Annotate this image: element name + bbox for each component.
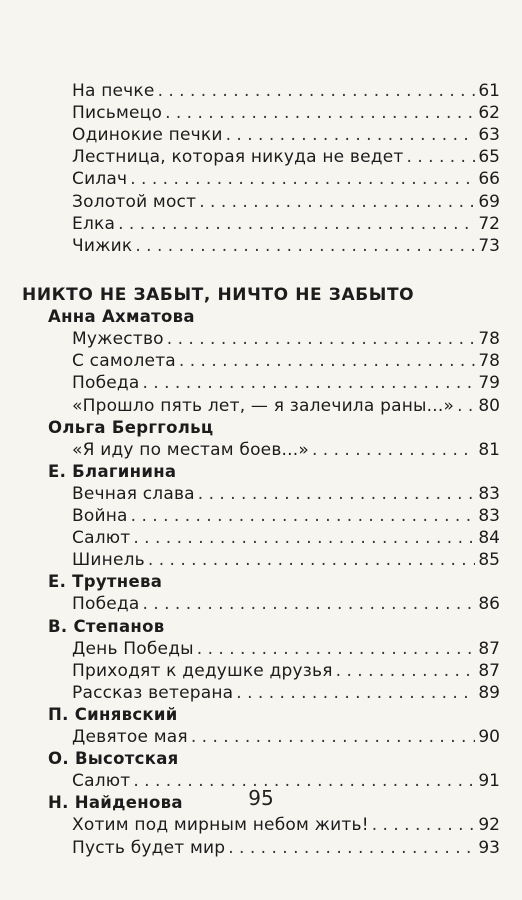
dot-leader bbox=[133, 527, 475, 549]
author-heading: Н. Найденова bbox=[48, 793, 183, 813]
toc-entry-page: 91 bbox=[478, 771, 500, 792]
toc-entry bbox=[72, 102, 500, 124]
toc-entry-page: 87 bbox=[478, 660, 500, 681]
author-heading: О. Высотская bbox=[48, 749, 179, 769]
dot-leader bbox=[131, 505, 476, 527]
toc-entry-page: 85 bbox=[478, 550, 500, 571]
dot-leader bbox=[226, 124, 476, 146]
dot-leader bbox=[228, 837, 475, 859]
toc-entry bbox=[72, 350, 500, 372]
dot-leader bbox=[158, 80, 476, 102]
toc-entry bbox=[72, 191, 500, 213]
toc-entry bbox=[72, 124, 500, 146]
toc-entry-title: Приходят к дедушке друзья bbox=[72, 660, 333, 681]
toc-entry bbox=[72, 549, 500, 571]
toc-entry-title: Золотой мост bbox=[72, 191, 197, 212]
toc-entry bbox=[72, 372, 500, 394]
toc-entry-title: Письмецо bbox=[72, 103, 163, 124]
author-heading: Е. Трутнева bbox=[48, 572, 163, 592]
toc-entry bbox=[72, 395, 500, 417]
toc-entry-page: 83 bbox=[478, 506, 500, 526]
dot-leader bbox=[143, 372, 476, 394]
dot-leader bbox=[179, 350, 475, 372]
dot-leader bbox=[336, 660, 476, 682]
dot-leader bbox=[133, 770, 475, 792]
toc-entry bbox=[72, 638, 500, 660]
dot-leader bbox=[165, 102, 475, 124]
toc-entry-title: Пусть будет мир bbox=[72, 837, 226, 858]
author-heading: Ольга Берггольц bbox=[48, 417, 214, 437]
toc-entry-title: Чижик bbox=[72, 235, 133, 256]
toc-entry-page: 65 bbox=[478, 147, 500, 168]
toc-entry bbox=[72, 168, 500, 190]
toc-entry-title: Победа bbox=[72, 373, 140, 394]
dot-leader bbox=[130, 168, 475, 190]
toc-entry-page: 89 bbox=[478, 682, 500, 703]
toc-entry-title: Мужество bbox=[72, 329, 164, 350]
dot-leader bbox=[197, 638, 476, 660]
toc-entry-title: Рассказ ветерана bbox=[72, 682, 234, 703]
dot-leader bbox=[457, 395, 475, 417]
dot-leader bbox=[135, 235, 475, 257]
toc-entry-title: «Прошло пять лет, — я залечила раны...» bbox=[72, 395, 455, 416]
toc-entry bbox=[72, 682, 500, 704]
author-heading: П. Синявский bbox=[48, 704, 178, 724]
toc-entry bbox=[72, 80, 500, 102]
toc-entry-title: На печке bbox=[72, 81, 155, 101]
toc-entry-title: Одинокие печки bbox=[72, 125, 223, 146]
toc-entry bbox=[72, 439, 500, 461]
toc-entry-page: 90 bbox=[478, 727, 500, 747]
toc-entry-title: Хотим под мирным небом жить! bbox=[72, 815, 369, 836]
toc-entry bbox=[72, 770, 500, 792]
dot-leader bbox=[191, 726, 476, 748]
toc-entry-page: 78 bbox=[478, 329, 500, 350]
author-heading: Анна Ахматова bbox=[48, 307, 195, 327]
toc-entry-page: 92 bbox=[478, 815, 500, 836]
toc-entry-title: Война bbox=[72, 506, 128, 526]
toc-entry bbox=[72, 814, 500, 836]
toc-entry-page: 61 bbox=[478, 81, 500, 101]
toc-entry-page: 93 bbox=[478, 837, 500, 858]
toc-entry-title: Салют bbox=[72, 771, 131, 792]
toc-entry bbox=[72, 235, 500, 257]
toc-entry-title: День Победы bbox=[72, 638, 194, 659]
toc-entry-title: Елка bbox=[72, 213, 116, 234]
toc-entry-page: 84 bbox=[478, 528, 500, 549]
dot-leader bbox=[372, 814, 476, 836]
toc-entry-page: 72 bbox=[478, 213, 500, 234]
toc-entry bbox=[72, 726, 500, 748]
dot-leader bbox=[143, 593, 476, 615]
toc-entry bbox=[72, 328, 500, 350]
toc-entry bbox=[72, 593, 500, 615]
dot-leader bbox=[407, 146, 476, 168]
toc-entry-page: 62 bbox=[478, 103, 500, 124]
dot-leader bbox=[236, 682, 475, 704]
dot-leader bbox=[167, 328, 476, 350]
toc-entry-page: 87 bbox=[478, 638, 500, 659]
toc-entry bbox=[72, 146, 500, 168]
toc-entry-title: Салют bbox=[72, 528, 131, 549]
toc-entry bbox=[72, 213, 500, 235]
toc-entry-title: Шинель bbox=[72, 550, 145, 571]
toc-entry-page: 81 bbox=[478, 439, 500, 460]
page-number: 95 bbox=[248, 786, 274, 810]
toc-entry-title: Девятое мая bbox=[72, 727, 188, 747]
dot-leader bbox=[198, 483, 476, 505]
toc-entry bbox=[72, 527, 500, 549]
toc-entry-title: С самолета bbox=[72, 351, 176, 372]
toc-entry-page: 79 bbox=[478, 373, 500, 394]
dot-leader bbox=[118, 213, 475, 235]
toc-entry-page: 83 bbox=[478, 483, 500, 504]
toc-entry-page: 78 bbox=[478, 351, 500, 372]
toc-entry bbox=[72, 505, 500, 527]
section-title: НИКТО НЕ ЗАБЫТ, НИЧТО НЕ ЗАБЫТО bbox=[22, 285, 415, 305]
toc-entry-page: 69 bbox=[478, 191, 500, 212]
toc-entry-title: Лестница, которая никуда не ведет bbox=[72, 147, 404, 168]
toc-entry-page: 86 bbox=[478, 594, 500, 615]
toc-entry bbox=[72, 837, 500, 859]
author-heading: Е. Благинина bbox=[48, 461, 177, 481]
toc-entry-title: Вечная слава bbox=[72, 483, 195, 504]
toc-entry-page: 63 bbox=[478, 125, 500, 146]
toc-entry-title: Силач bbox=[72, 169, 128, 190]
toc-entry bbox=[72, 660, 500, 682]
toc-entry-title: «Я иду по местам боев...» bbox=[72, 439, 309, 460]
toc-entry-title: Победа bbox=[72, 594, 140, 615]
author-heading: В. Степанов bbox=[48, 616, 165, 636]
dot-leader bbox=[148, 549, 475, 571]
toc-entry-page: 80 bbox=[478, 395, 500, 416]
dot-leader bbox=[199, 191, 475, 213]
dot-leader bbox=[312, 439, 475, 461]
toc-entry-page: 66 bbox=[478, 169, 500, 190]
toc-entry bbox=[72, 483, 500, 505]
toc-entry-page: 73 bbox=[478, 235, 500, 256]
